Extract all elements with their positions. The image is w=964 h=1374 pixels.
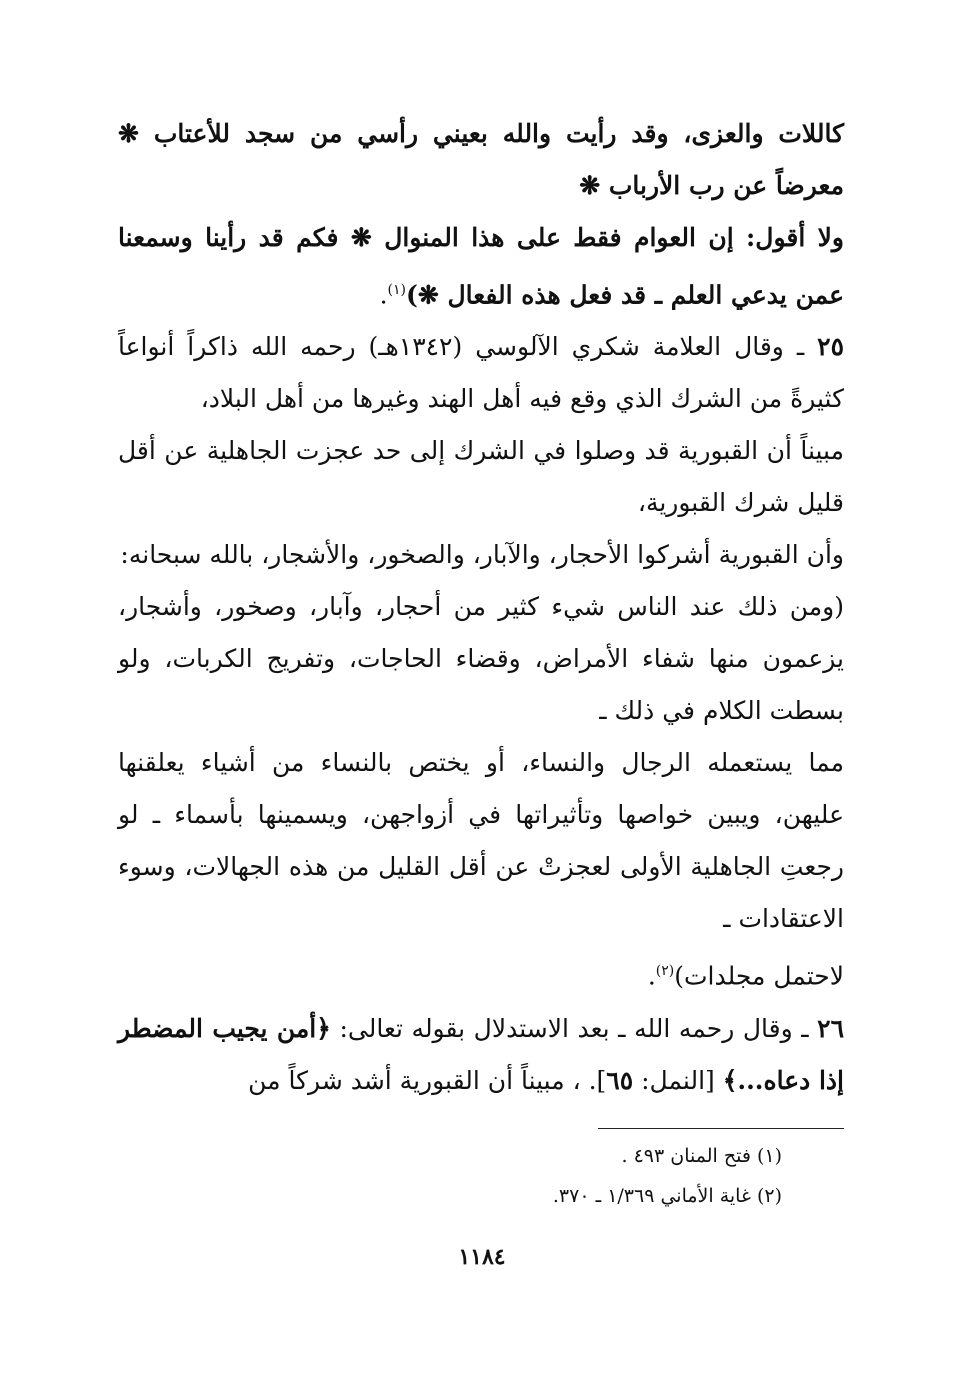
paragraph-5 xyxy=(118,529,844,581)
paragraph-9-text-a: ـ وقال رحمه الله ـ بعد الاستدلال بقوله تعالى: xyxy=(339,1013,809,1043)
paragraph-2-text: ولا أقول: إن العوام فقط على هذا المنوال ❋ فكم قد رأينا وسمعنا عمن يدعي العلم ـ قد فعل هذه الفعال ❋) xyxy=(118,223,844,310)
footnote-ref-2: (٢) xyxy=(655,963,675,980)
paragraph-1 xyxy=(118,108,844,212)
paragraph-2 xyxy=(118,212,844,321)
footnote-ref-1: (١) xyxy=(387,282,407,298)
main-text xyxy=(118,108,844,1107)
quran-quote: ﴿أمن يجيب المضطر إذا دعاه...﴾ xyxy=(118,1013,844,1095)
paragraph-4 xyxy=(118,425,844,529)
paragraph-1-text: كاللات والعزى، وقد رأيت والله بعيني رأسي من سجد للأعتاب ❋ معرضاً عن رب الأرباب ❋ xyxy=(118,119,844,200)
paragraph-3-number: ٢٥ xyxy=(817,332,844,362)
footnote-2: (٢) غاية الأماني ١/٣٦٩ ـ ٣٧٠. xyxy=(552,1185,782,1207)
paragraph-6-text: (ومن ذلك عند الناس شيء كثير من أحجار، وآبار، وصخور، وأشجار، يزعمون منها شفاء الأمراض، وقضاء الحاجات، وتفريج الكربات، ولو بسطت الكلام في ذلك ـ xyxy=(118,592,844,726)
verse-number: ٦٥ xyxy=(606,1065,634,1095)
paragraph-8-end: . xyxy=(647,961,656,991)
paragraph-8 xyxy=(118,945,844,1002)
paragraph-9-number: ٢٦ xyxy=(817,1013,844,1043)
footnote-1: (١) فتح المنان ٤٩٣ . xyxy=(621,1145,782,1167)
paragraph-9-text-b: [النمل: xyxy=(641,1065,715,1095)
paragraph-9-text-c: ]. ، مبيناً أن القبورية أشد شركاً من xyxy=(248,1065,607,1095)
page-number: ١١٨٤ xyxy=(458,1244,506,1270)
paragraph-7-text: مما يستعمله الرجال والنساء، أو يختص بالنساء من أشياء يعلقنها عليهن، ويبين خواصها وتأثيراتها في أزواجهن، ويسمينها بأسماء ـ لو رجعتِ الجاهلية الأولى لعجزتْ عن أقل القليل من هذه الجهالات، وسوء الاعتقادات ـ xyxy=(118,748,844,934)
paragraph-6 xyxy=(118,581,844,737)
paragraph-7 xyxy=(118,737,844,945)
paragraph-9 xyxy=(118,1003,844,1107)
paragraph-3-text: ـ وقال العلامة شكري الآلوسي (١٣٤٢هـ) رحمه الله ذاكراً أنواعاً كثيرةً من الشرك الذي وقع فيه أهل الهند وغيرها من أهل البلاد، xyxy=(118,332,844,414)
paragraph-5-text: وأن القبورية أشركوا الأحجار، والآبار، والصخور، والأشجار، بالله سبحانه: xyxy=(120,540,844,570)
footnote-divider xyxy=(598,1128,844,1129)
footnote-list xyxy=(200,1136,844,1216)
paragraph-2-end: . xyxy=(379,280,388,310)
paragraph-3 xyxy=(118,321,844,425)
paragraph-8-text: لاحتمل مجلدات) xyxy=(674,961,844,991)
paragraph-4-text: مبيناً أن القبورية قد وصلوا في الشرك إلى حد عجزت الجاهلية عن أقل قليل شرك القبورية، xyxy=(118,436,844,518)
